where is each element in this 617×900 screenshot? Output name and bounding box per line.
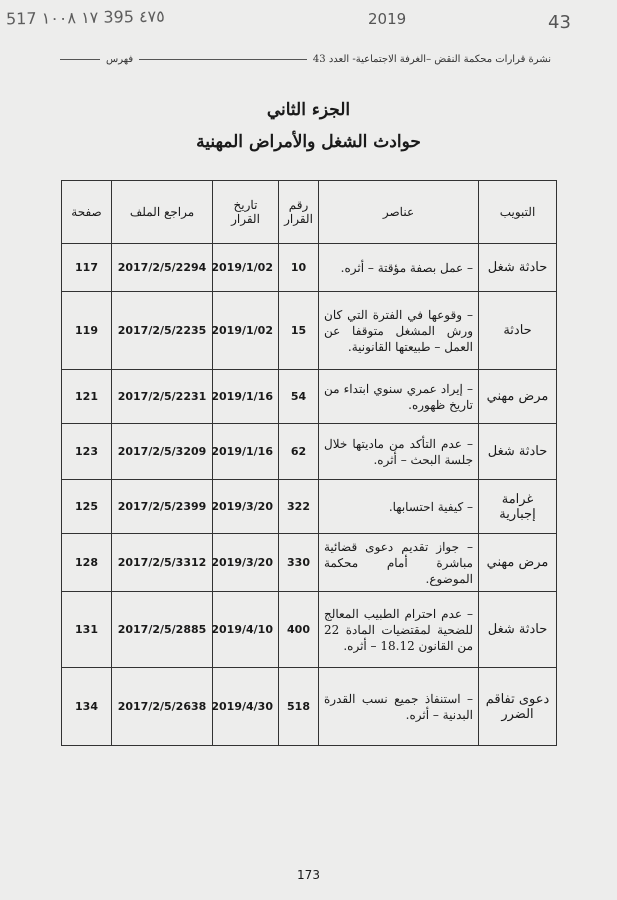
header-elements: عناصر <box>319 181 479 244</box>
cell-decision-date: 2019/1/02 <box>213 292 279 370</box>
index-table <box>61 180 557 746</box>
cell-decision-number: 15 <box>279 292 319 370</box>
table-row <box>62 244 557 292</box>
table-row <box>62 424 557 480</box>
cell-decision-number: 330 <box>279 534 319 592</box>
cell-elements: – إيراد عمري سنوي ابتداء من تاريخ ظهوره. <box>319 370 479 424</box>
cell-file-reference: 2017/2/5/3312 <box>112 534 213 592</box>
cell-file-reference: 2017/2/5/2231 <box>112 370 213 424</box>
cell-category: مرض مهني <box>479 370 557 424</box>
cell-page: 131 <box>62 592 112 668</box>
cell-file-reference: 2017/2/5/2638 <box>112 668 213 746</box>
table-row <box>62 668 557 746</box>
cell-decision-date: 2019/3/20 <box>213 534 279 592</box>
cell-file-reference: 2017/2/5/2399 <box>112 480 213 534</box>
cell-page: 121 <box>62 370 112 424</box>
cell-category: مرض مهني <box>479 534 557 592</box>
cell-elements: – جواز تقديم دعوى قضائية مباشرة أمام محكمة الموضوع. <box>319 534 479 592</box>
cell-page: 119 <box>62 292 112 370</box>
cell-page: 125 <box>62 480 112 534</box>
table-row <box>62 370 557 424</box>
cell-decision-date: 2019/4/10 <box>213 592 279 668</box>
page-number: 173 <box>297 868 320 882</box>
cell-page: 117 <box>62 244 112 292</box>
running-header <box>60 52 557 66</box>
cell-page: 128 <box>62 534 112 592</box>
cell-page: 123 <box>62 424 112 480</box>
cell-elements: – عدم التأكد من ماديتها خلال جلسة البحث – أثره. <box>319 424 479 480</box>
handwritten-year: 2019 <box>368 10 407 28</box>
table-row <box>62 534 557 592</box>
cell-elements: – كيفية احتسابها. <box>319 480 479 534</box>
cell-decision-number: 400 <box>279 592 319 668</box>
cell-decision-date: 2019/3/20 <box>213 480 279 534</box>
part-title: الجزء الثاني <box>266 100 351 120</box>
cell-category: حادثة شغل <box>479 424 557 480</box>
cell-file-reference: 2017/2/5/2885 <box>112 592 213 668</box>
header-decision-date: تاريخ القرار <box>213 181 279 244</box>
cell-elements: – وقوعها في الفترة التي كان ورش المشغل متوقفا عن العمل – طبيعتها القانونية. <box>319 292 479 370</box>
cell-file-reference: 2017/2/5/2294 <box>112 244 213 292</box>
cell-decision-number: 518 <box>279 668 319 746</box>
cell-category: حادثة <box>479 292 557 370</box>
cell-decision-number: 10 <box>279 244 319 292</box>
table-row <box>62 592 557 668</box>
cell-category: حادثة شغل <box>479 244 557 292</box>
table-row <box>62 292 557 370</box>
section-label: فهرس <box>106 53 134 65</box>
cell-elements: – عدم احترام الطبيب المعالج للضحية لمقتضيات المادة 22 من القانون 18.12 – أثره. <box>319 592 479 668</box>
cell-decision-number: 54 <box>279 370 319 424</box>
header-category: التبويب <box>479 181 557 244</box>
cell-decision-date: 2019/1/16 <box>213 370 279 424</box>
cell-elements: – استنفاذ جميع نسب القدرة البدنية – أثره. <box>319 668 479 746</box>
cell-category: دعوى تفاقم الضرر <box>479 668 557 746</box>
cell-category: حادثة شغل <box>479 592 557 668</box>
cell-file-reference: 2017/2/5/2235 <box>112 292 213 370</box>
header-rule <box>139 59 307 60</box>
table-header-row <box>62 181 557 244</box>
header-rule-end <box>60 59 100 60</box>
handwritten-number: 43 <box>548 12 571 33</box>
publication-title: نشرة قرارات محكمة النقض –الغرفة الاجتماعية- العدد 43 <box>312 53 551 65</box>
header-decision-number: رقم القرار <box>279 181 319 244</box>
cell-decision-date: 2019/1/16 <box>213 424 279 480</box>
handwritten-reference: 517 ١٧ ١٠٠٨ 395 ٤٧٥ <box>5 6 165 29</box>
header-page: صفحة <box>62 181 112 244</box>
cell-page: 134 <box>62 668 112 746</box>
cell-category: غرامة إجبارية <box>479 480 557 534</box>
cell-decision-date: 2019/4/30 <box>213 668 279 746</box>
cell-elements: – عمل بصفة مؤقتة – أثره. <box>319 244 479 292</box>
table-row <box>62 480 557 534</box>
header-file-reference: مراجع الملف <box>112 181 213 244</box>
cell-decision-number: 62 <box>279 424 319 480</box>
cell-decision-date: 2019/1/02 <box>213 244 279 292</box>
cell-decision-number: 322 <box>279 480 319 534</box>
section-subtitle: حوادث الشغل والأمراض المهنية <box>196 132 421 152</box>
cell-file-reference: 2017/2/5/3209 <box>112 424 213 480</box>
